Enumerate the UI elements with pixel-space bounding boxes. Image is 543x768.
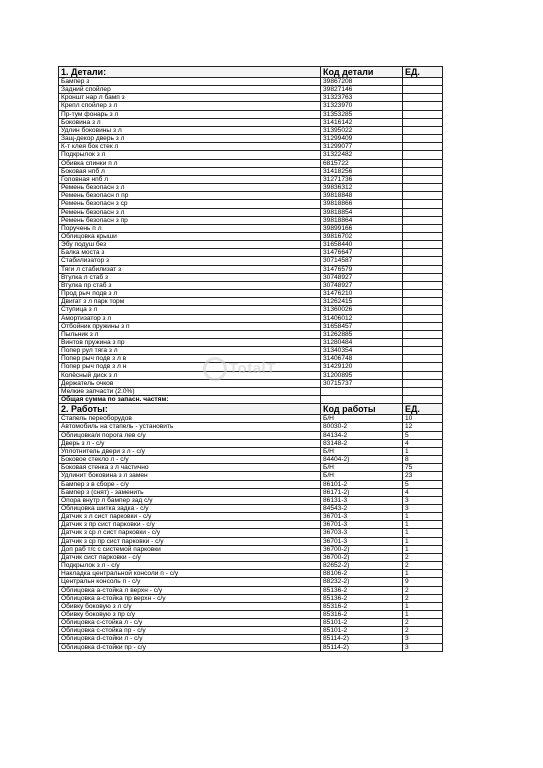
table-row <box>59 330 443 338</box>
item-name: Опора внутр л бампер зад с/у <box>59 496 321 504</box>
item-unit <box>403 379 443 387</box>
item-code: Б/Н <box>321 472 403 480</box>
table-row <box>59 306 443 314</box>
item-name: Отбойник пружины з п <box>59 322 321 330</box>
item-code: 83148-2 <box>321 439 403 447</box>
item-unit: 9 <box>403 578 443 586</box>
item-code: 31476579 <box>321 265 403 273</box>
item-name: Двигат з л парк торм <box>59 298 321 306</box>
item-unit: 8 <box>403 456 443 464</box>
table-row <box>59 594 443 602</box>
item-code: 31360026 <box>321 306 403 314</box>
section1-header-row <box>59 67 443 78</box>
table-row <box>59 611 443 619</box>
item-unit <box>403 273 443 281</box>
table-row <box>59 456 443 464</box>
item-code: 86171-2) <box>321 488 403 496</box>
item-name: Попер рыч подв з л в <box>59 355 321 363</box>
item-unit <box>403 135 443 143</box>
item-code: 31340354 <box>321 347 403 355</box>
table-row <box>59 423 443 431</box>
item-unit: 10 <box>403 415 443 423</box>
item-name: Тяги л стабилизат з <box>59 265 321 273</box>
item-name: Боковая стенка з л частично <box>59 464 321 472</box>
item-unit: 4 <box>403 439 443 447</box>
item-code: 85101-2 <box>321 627 403 635</box>
table-row <box>59 578 443 586</box>
item-name: Втулка л стаб з <box>59 273 321 281</box>
item-code: 84543-2 <box>321 504 403 512</box>
item-name: Датчик з пр сист парковки - с/у <box>59 521 321 529</box>
table-row <box>59 159 443 167</box>
item-code: 6815722 <box>321 159 403 167</box>
table-row <box>59 464 443 472</box>
item-unit: 5 <box>403 480 443 488</box>
table-row <box>59 184 443 192</box>
item-name: Центральн консоль п - с/у <box>59 578 321 586</box>
item-unit <box>403 118 443 126</box>
item-name: Прод рыч подв з л <box>59 290 321 298</box>
section1-title: 1. Детали: <box>59 67 321 78</box>
item-name: Бампер з (снят) - заменить <box>59 488 321 496</box>
item-unit: 2 <box>403 594 443 602</box>
item-code: 39818848 <box>321 192 403 200</box>
parts-total-row <box>59 396 443 404</box>
item-code: 31406012 <box>321 314 403 322</box>
item-unit: 2 <box>403 627 443 635</box>
item-code: 39816702 <box>321 232 403 240</box>
item-code: 31418256 <box>321 167 403 175</box>
item-unit: 1 <box>403 529 443 537</box>
item-name: Накладка центральной консоли п - с/у <box>59 570 321 578</box>
item-code: 31429120 <box>321 363 403 371</box>
item-name: Попер рыч подв з л н <box>59 363 321 371</box>
item-code: 31323970 <box>321 102 403 110</box>
item-unit <box>403 102 443 110</box>
item-code: 36701-3 <box>321 537 403 545</box>
section2-unit-header: ЕД. <box>403 404 443 415</box>
table-row <box>59 339 443 347</box>
item-unit <box>403 159 443 167</box>
item-name: Датчик з л сист парковки - с/у <box>59 513 321 521</box>
item-name: Бампер з <box>59 78 321 86</box>
item-unit: 3 <box>403 496 443 504</box>
table-row <box>59 602 443 610</box>
table-row <box>59 529 443 537</box>
item-name: Втулка пр стаб з <box>59 281 321 289</box>
item-unit: 23 <box>403 472 443 480</box>
item-name: Боковое стекло л - с/у <box>59 456 321 464</box>
table-row <box>59 78 443 86</box>
item-name: Облицовка/и порога лев с/у <box>59 431 321 439</box>
item-unit <box>403 78 443 86</box>
item-unit: 2 <box>403 562 443 570</box>
item-code: 31322482 <box>321 151 403 159</box>
watermark-logo-icon <box>203 357 227 381</box>
item-unit: 1 <box>403 447 443 455</box>
table-row <box>59 322 443 330</box>
watermark-text: TotalT <box>229 359 276 377</box>
item-unit: 12 <box>403 423 443 431</box>
item-name: Облицовка а-стойка пр верхн - с/у <box>59 594 321 602</box>
table-row <box>59 273 443 281</box>
item-name: Обивку боковую з пр с/у <box>59 611 321 619</box>
item-code: 39818854 <box>321 208 403 216</box>
item-unit: 75 <box>403 464 443 472</box>
table-row <box>59 504 443 512</box>
item-code: 86101-2 <box>321 480 403 488</box>
item-name: Облицовка с-стойка л - с/у <box>59 619 321 627</box>
item-name: Бампер з в сборе - с/у <box>59 480 321 488</box>
table-row <box>59 619 443 627</box>
item-code: 31262885 <box>321 330 403 338</box>
item-code: 39818866 <box>321 200 403 208</box>
item-code <box>321 387 403 395</box>
item-name: Эбу подуш без <box>59 241 321 249</box>
item-name: Датчик з ср л сист парковки - с/у <box>59 529 321 537</box>
item-unit <box>403 200 443 208</box>
item-code: Б/Н <box>321 415 403 423</box>
table-row <box>59 314 443 322</box>
item-unit <box>403 355 443 363</box>
item-code: 31416142 <box>321 118 403 126</box>
item-code: 39827146 <box>321 86 403 94</box>
item-code: 39836312 <box>321 184 403 192</box>
item-name: Облицовка крыши <box>59 232 321 240</box>
item-unit <box>403 143 443 151</box>
table-row <box>59 192 443 200</box>
item-name: Поручень п л <box>59 224 321 232</box>
table-row <box>59 232 443 240</box>
item-code: 30748927 <box>321 281 403 289</box>
item-name: Подкрылок з л <box>59 151 321 159</box>
item-unit <box>403 167 443 175</box>
item-code: 31271736 <box>321 175 403 183</box>
table-row <box>59 298 443 306</box>
item-unit <box>403 94 443 102</box>
item-name: Держатель очков <box>59 379 321 387</box>
item-unit <box>403 339 443 347</box>
item-unit <box>403 151 443 159</box>
item-unit <box>403 322 443 330</box>
item-code: 36700-2) <box>321 545 403 553</box>
table-row <box>59 249 443 257</box>
item-unit <box>403 216 443 224</box>
item-unit <box>403 298 443 306</box>
table-row <box>59 167 443 175</box>
item-name: Балка моста з <box>59 249 321 257</box>
item-name: Доп раб т/с с системой парковки <box>59 545 321 553</box>
item-code: 31476647 <box>321 249 403 257</box>
item-unit <box>403 249 443 257</box>
item-code: 30714587 <box>321 257 403 265</box>
item-code: 30748927 <box>321 273 403 281</box>
item-code: 85316-2 <box>321 602 403 610</box>
item-name: Облицовка с-стойка пр - с/у <box>59 627 321 635</box>
item-code: 31658440 <box>321 241 403 249</box>
item-name: Пр-тум фонарь з л <box>59 110 321 118</box>
item-name: Автомобиль на стапель - установить <box>59 423 321 431</box>
table-row <box>59 387 443 395</box>
item-unit: 3 <box>403 635 443 643</box>
item-unit <box>403 371 443 379</box>
item-unit: 2 <box>403 553 443 561</box>
table-row <box>59 553 443 561</box>
section1-unit-header: ЕД. <box>403 67 443 78</box>
item-code: 31395022 <box>321 126 403 134</box>
item-unit: 4 <box>403 488 443 496</box>
item-code: 31406748 <box>321 355 403 363</box>
item-unit <box>403 281 443 289</box>
item-name: Пыльник з л <box>59 330 321 338</box>
item-unit <box>403 290 443 298</box>
parts-total-unit <box>403 396 443 404</box>
table-row <box>59 562 443 570</box>
item-code: 31658457 <box>321 322 403 330</box>
item-code: 85114-2) <box>321 643 403 651</box>
item-code: 36703-3 <box>321 529 403 537</box>
item-name: Удлин боковины з л <box>59 126 321 134</box>
table-row <box>59 415 443 423</box>
table-row <box>59 521 443 529</box>
item-code: 36700-2) <box>321 553 403 561</box>
item-unit <box>403 110 443 118</box>
table-row <box>59 447 443 455</box>
parts-total-label: Общая сумма по запасн. частям: <box>59 396 321 404</box>
item-code: 36701-3 <box>321 521 403 529</box>
table-row <box>59 643 443 651</box>
item-unit <box>403 175 443 183</box>
table-row <box>59 513 443 521</box>
item-unit: 1 <box>403 602 443 610</box>
item-code: 88232-2) <box>321 578 403 586</box>
item-code: 86131-3 <box>321 496 403 504</box>
item-name: Удлинит боковина з л замен <box>59 472 321 480</box>
table-row <box>59 265 443 273</box>
item-name: Ремень безопасн п пр <box>59 192 321 200</box>
item-name: Дверь з л - с/у <box>59 439 321 447</box>
item-name: Амортизатор з л <box>59 314 321 322</box>
item-code: 31299077 <box>321 143 403 151</box>
table-row <box>59 94 443 102</box>
item-unit <box>403 314 443 322</box>
table-row <box>59 200 443 208</box>
table-row <box>59 635 443 643</box>
table-row <box>59 570 443 578</box>
section2-header-row <box>59 404 443 415</box>
table-row <box>59 118 443 126</box>
parts-total-code <box>321 396 403 404</box>
item-code: 31200895 <box>321 371 403 379</box>
table-row <box>59 496 443 504</box>
table-row <box>59 241 443 249</box>
table-row <box>59 126 443 134</box>
item-code: 30715737 <box>321 379 403 387</box>
item-code: 85101-2 <box>321 619 403 627</box>
item-code: 84134-2 <box>321 431 403 439</box>
item-name: Подкрылок з л - с/у <box>59 562 321 570</box>
item-name: Стапель переоборудов <box>59 415 321 423</box>
item-unit: 1 <box>403 537 443 545</box>
item-unit <box>403 241 443 249</box>
table-row <box>59 110 443 118</box>
item-name: Попер рул тяга з л <box>59 347 321 355</box>
item-code: 85114-2) <box>321 635 403 643</box>
item-code: 80030-2 <box>321 423 403 431</box>
item-name: Кроншт нар л бамп з <box>59 94 321 102</box>
item-name: Колёсный диск з л <box>59 371 321 379</box>
item-name: Винтов пружина з пр <box>59 339 321 347</box>
table-row <box>59 439 443 447</box>
item-unit <box>403 265 443 273</box>
table-row <box>59 208 443 216</box>
item-name: Головная нпб л <box>59 175 321 183</box>
table-row <box>59 627 443 635</box>
item-unit <box>403 257 443 265</box>
item-name: Ступица з л <box>59 306 321 314</box>
item-unit <box>403 363 443 371</box>
item-name: Боковая нпб л <box>59 167 321 175</box>
item-unit: 1 <box>403 513 443 521</box>
item-name: Датчик з ср пр сист парковки - с/у <box>59 537 321 545</box>
table-row <box>59 224 443 232</box>
table-row <box>59 151 443 159</box>
item-name: Облицовка d-стойки л - с/у <box>59 635 321 643</box>
item-code: 36701-3 <box>321 513 403 521</box>
item-name: Уплотнитель двери з л - с/у <box>59 447 321 455</box>
item-unit: 1 <box>403 545 443 553</box>
item-unit <box>403 387 443 395</box>
item-code: 31323763 <box>321 94 403 102</box>
item-code: 31299409 <box>321 135 403 143</box>
watermark <box>203 357 276 381</box>
table-row <box>59 586 443 594</box>
item-unit <box>403 232 443 240</box>
item-name: Ремень безопасн з пр <box>59 216 321 224</box>
section1-code-header: Код детали <box>321 67 403 78</box>
item-unit <box>403 192 443 200</box>
item-unit <box>403 208 443 216</box>
item-code: 31476210 <box>321 290 403 298</box>
item-name: Обивку боковую з л с/у <box>59 602 321 610</box>
item-name: Боковина з л <box>59 118 321 126</box>
item-code: Б/Н <box>321 447 403 455</box>
item-unit <box>403 86 443 94</box>
item-name: Стабилизатор з <box>59 257 321 265</box>
item-unit <box>403 306 443 314</box>
table-row <box>59 86 443 94</box>
item-code: 84404-2) <box>321 456 403 464</box>
item-unit <box>403 347 443 355</box>
table-row <box>59 347 443 355</box>
item-code: 85136-2 <box>321 594 403 602</box>
table-row <box>59 537 443 545</box>
item-unit: 1 <box>403 521 443 529</box>
item-name: Обивка спинки п л <box>59 159 321 167</box>
item-code: 82652-2) <box>321 562 403 570</box>
table-row <box>59 290 443 298</box>
item-code: 88106-2 <box>321 570 403 578</box>
section2-title: 2. Работы: <box>59 404 321 415</box>
item-name: Задний спойлер <box>59 86 321 94</box>
item-code: 31280484 <box>321 339 403 347</box>
item-code: 31353285 <box>321 110 403 118</box>
item-code: 85316-2 <box>321 611 403 619</box>
table-row <box>59 431 443 439</box>
item-code: 85136-2 <box>321 586 403 594</box>
item-unit <box>403 184 443 192</box>
table-row <box>59 480 443 488</box>
item-unit: 1 <box>403 611 443 619</box>
table-row <box>59 216 443 224</box>
item-unit: 3 <box>403 643 443 651</box>
item-code: 31262415 <box>321 298 403 306</box>
table-row <box>59 102 443 110</box>
item-unit: 3 <box>403 504 443 512</box>
table-row <box>59 143 443 151</box>
item-name: Крепл спойлер з л <box>59 102 321 110</box>
table-row <box>59 472 443 480</box>
table-row <box>59 545 443 553</box>
item-name: Облицовка а-стойка л верхн - с/у <box>59 586 321 594</box>
item-name: Защ-декор дверь з л <box>59 135 321 143</box>
item-unit: 5 <box>403 431 443 439</box>
item-unit <box>403 126 443 134</box>
item-unit <box>403 330 443 338</box>
item-unit: 2 <box>403 586 443 594</box>
table-row <box>59 175 443 183</box>
table-row <box>59 281 443 289</box>
table-row <box>59 488 443 496</box>
section2-code-header: Код работы <box>321 404 403 415</box>
item-unit: 1 <box>403 570 443 578</box>
item-name: Облицовка d-стойки пр - с/у <box>59 643 321 651</box>
item-code: Б/Н <box>321 464 403 472</box>
item-name: Мелкие запчасти (2.0%) <box>59 387 321 395</box>
item-name: К-т клея бок стек л <box>59 143 321 151</box>
item-unit <box>403 224 443 232</box>
item-name: Облицовка шитка задка - с/у <box>59 504 321 512</box>
item-name: Ремень безопасн з л <box>59 208 321 216</box>
item-name: Ремень безопасн з ср <box>59 200 321 208</box>
table-row <box>59 135 443 143</box>
item-name: Датчик сист парковки - с/у <box>59 553 321 561</box>
item-code: 39818864 <box>321 216 403 224</box>
table-row <box>59 257 443 265</box>
item-name: Ремень безопасн з л <box>59 184 321 192</box>
item-code: 39899166 <box>321 224 403 232</box>
item-code: 39867208 <box>321 78 403 86</box>
item-unit: 2 <box>403 619 443 627</box>
